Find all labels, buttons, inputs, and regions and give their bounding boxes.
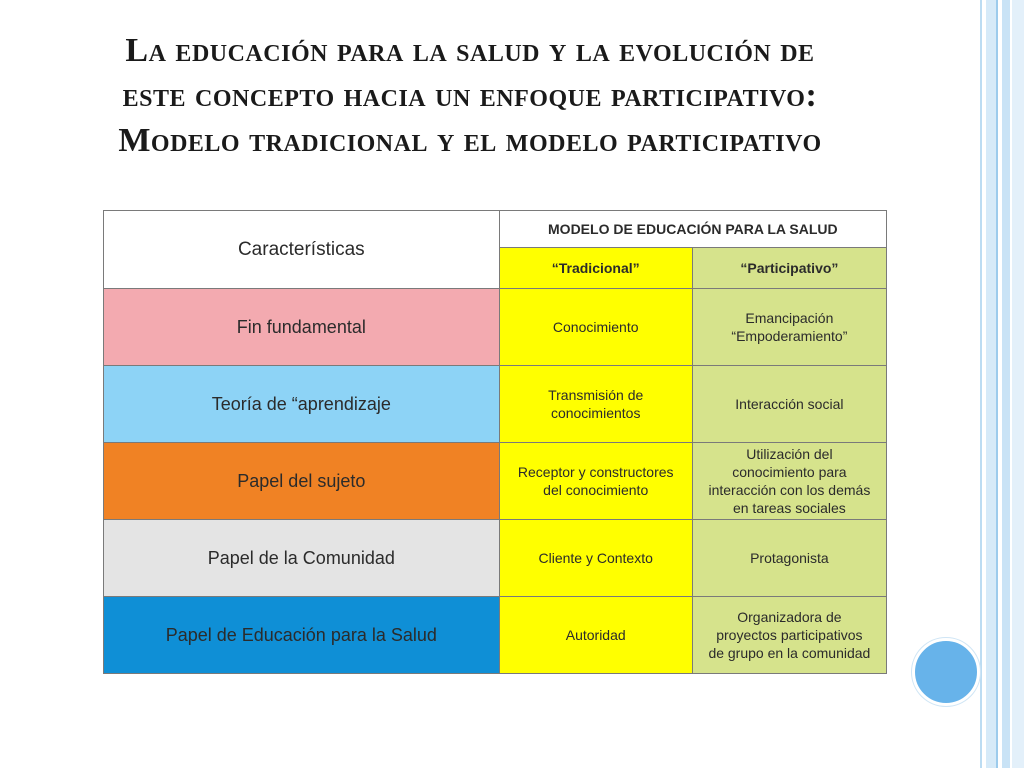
- slide-title: [40, 28, 900, 163]
- traditional-cell: Receptor y constructores del conocimiento: [499, 443, 692, 520]
- stripe: [996, 0, 998, 768]
- participative-cell: Protagonista: [692, 520, 886, 597]
- traditional-cell: Transmisión de conocimientos: [499, 366, 692, 443]
- traditional-cell: Conocimiento: [499, 289, 692, 366]
- decorative-side-stripes: [980, 0, 1024, 768]
- header-traditional: “Tradicional”: [499, 248, 692, 289]
- education-model-table: [103, 210, 887, 674]
- header-model: MODELO DE EDUCACIÓN PARA LA SALUD: [499, 211, 886, 248]
- title-line: Modelo tradicional y el modelo participativo: [118, 122, 822, 159]
- title-line: este concepto hacia un enfoque participativo:: [122, 77, 818, 114]
- traditional-cell: Autoridad: [499, 597, 692, 674]
- table-row: [104, 520, 887, 597]
- stripe: [1002, 0, 1010, 768]
- traditional-cell: Cliente y Contexto: [499, 520, 692, 597]
- header-characteristics: Características: [104, 211, 500, 289]
- stripe: [986, 0, 996, 768]
- participative-cell: Interacción social: [692, 366, 886, 443]
- row-label: Papel del sujeto: [104, 443, 500, 520]
- stripe: [980, 0, 982, 768]
- participative-cell: Emancipación “Empoderamiento”: [692, 289, 886, 366]
- decorative-circle: [912, 638, 980, 706]
- title-line: La educación para la salud y la evolución de: [125, 32, 815, 69]
- row-label: Fin fundamental: [104, 289, 500, 366]
- stripe: [1012, 0, 1024, 768]
- table-row: [104, 443, 887, 520]
- table-row: [104, 366, 887, 443]
- row-label: Papel de la Comunidad: [104, 520, 500, 597]
- participative-cell: Utilización del conocimiento para interacción con los demás en tareas sociales: [692, 443, 886, 520]
- header-participative: “Participativo”: [692, 248, 886, 289]
- row-label: Teoría de “aprendizaje: [104, 366, 500, 443]
- row-label: Papel de Educación para la Salud: [104, 597, 500, 674]
- table-row: [104, 289, 887, 366]
- table-header-row: [104, 211, 887, 248]
- participative-cell: Organizadora de proyectos participativos de grupo en la comunidad: [692, 597, 886, 674]
- table-row: [104, 597, 887, 674]
